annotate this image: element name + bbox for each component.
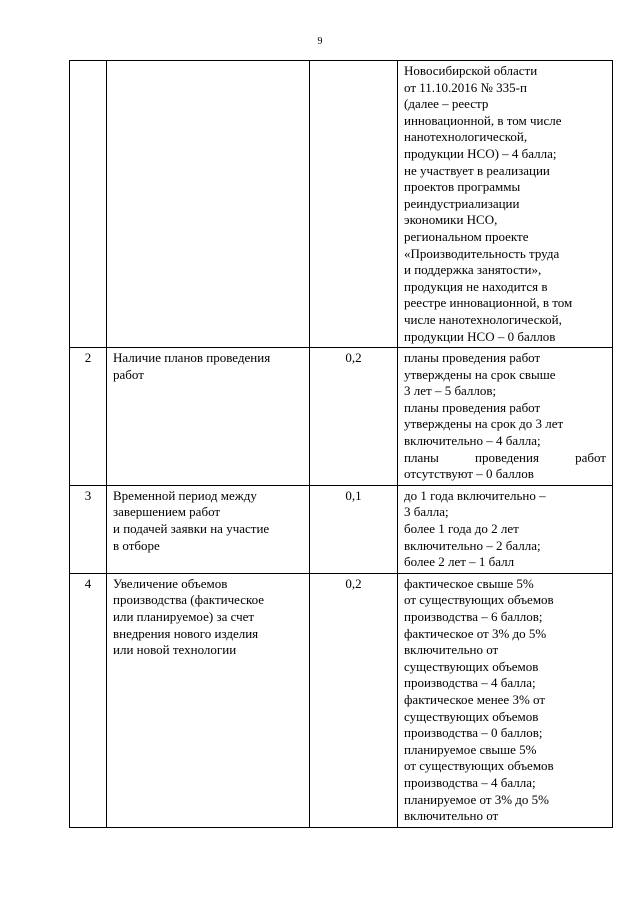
score-line: 3 лет – 5 баллов;	[404, 383, 497, 399]
row-number-cell: 3	[70, 485, 107, 573]
score-line: фактическое от 3% до 5%	[404, 625, 547, 641]
score-line: реиндустриализации	[404, 195, 520, 211]
row-number-cell: 4	[70, 573, 107, 827]
score-line: производства – 4 балла;	[404, 774, 536, 790]
criterion-line: или новой технологии	[113, 642, 237, 658]
score-cell	[398, 485, 613, 573]
table-row	[70, 573, 613, 827]
score-line: Новосибирской области	[404, 63, 538, 78]
score-line: включительно от	[404, 642, 499, 658]
score-line: включительно – 4 балла;	[404, 433, 541, 449]
score-line: 3 балла;	[404, 504, 449, 520]
score-line: более 2 лет – 1 балл	[404, 554, 515, 570]
score-line: до 1 года включительно –	[404, 487, 546, 503]
score-line: планируемое свыше 5%	[404, 741, 537, 757]
weight-cell: 0,2	[310, 573, 398, 827]
criterion-line: и подачей заявки на участие	[113, 521, 270, 537]
table-row	[70, 61, 613, 348]
criterion-line: Временной период между	[113, 487, 257, 503]
criterion-line: или планируемое) за счет	[113, 609, 255, 624]
table-row	[70, 485, 613, 573]
row-number-cell: 2	[70, 348, 107, 486]
weight-cell: 0,2	[310, 348, 398, 486]
criterion-cell	[107, 573, 310, 827]
score-line: не участвует в реализации	[404, 162, 550, 178]
score-cell	[398, 348, 613, 486]
score-line: от 11.10.2016 № 335-п	[404, 79, 527, 95]
criterion-cell	[107, 485, 310, 573]
score-line: планируемое от 3% до 5%	[404, 791, 549, 807]
score-line: отсутствуют – 0 баллов	[404, 466, 534, 482]
score-line: от существующих объемов	[404, 758, 554, 774]
criterion-line: Увеличение объемов	[113, 575, 228, 591]
score-line: от существующих объемов	[404, 592, 554, 608]
score-line: более 1 года до 2 лет	[404, 521, 519, 537]
score-line: планы проведения работ	[404, 399, 541, 415]
score-line: нанотехнологической,	[404, 129, 528, 145]
score-line: фактическое менее 3% от	[404, 691, 546, 707]
score-line: существующих объемов	[404, 658, 539, 674]
score-line: инновационной, в том числе	[404, 112, 562, 128]
score-line: производства – 6 баллов;	[404, 609, 543, 624]
score-line: экономики НСО,	[404, 212, 498, 228]
score-line: включительно – 2 балла;	[404, 537, 541, 553]
criteria-table	[69, 60, 613, 828]
score-line: планы проведения работ	[404, 350, 541, 366]
score-line: производства – 0 баллов;	[404, 725, 543, 741]
criterion-cell	[107, 348, 310, 486]
score-line: числе нанотехнологической,	[404, 311, 562, 327]
criterion-line: работ	[113, 366, 144, 382]
score-line: планы проведения работ	[404, 449, 606, 465]
page-number: 9	[317, 36, 323, 47]
score-line: утверждены на срок свыше	[404, 366, 556, 382]
score-line: продукции НСО) – 4 балла;	[404, 145, 557, 161]
criterion-line: производства (фактическое	[113, 592, 265, 608]
criterion-line: в отборе	[113, 537, 160, 553]
score-cell	[398, 61, 613, 348]
score-line: и поддержка занятости»,	[404, 262, 542, 278]
weight-cell: 0,1	[310, 485, 398, 573]
score-line: существующих объемов	[404, 708, 539, 724]
score-cell	[398, 573, 613, 827]
score-line: проектов программы	[404, 179, 521, 195]
score-line: включительно от	[404, 808, 499, 824]
score-line: фактическое свыше 5%	[404, 575, 534, 591]
criterion-line: Наличие планов проведения	[113, 350, 271, 366]
score-line: утверждены на срок до 3 лет	[404, 416, 564, 432]
criterion-line: внедрения нового изделия	[113, 625, 259, 641]
weight-cell	[310, 61, 398, 348]
score-line: «Производительность труда	[404, 245, 560, 261]
table-row	[70, 348, 613, 486]
score-line: (далее – реестр	[404, 96, 489, 112]
score-line: региональном проекте	[404, 228, 529, 244]
score-line: реестре инновационной, в том	[404, 295, 573, 311]
score-line: продукции НСО – 0 баллов	[404, 328, 556, 344]
criterion-cell	[107, 61, 310, 348]
criterion-line: завершением работ	[113, 504, 221, 520]
score-line: продукция не находится в	[404, 278, 548, 294]
score-line: производства – 4 балла;	[404, 675, 536, 691]
row-number-cell	[70, 61, 107, 348]
